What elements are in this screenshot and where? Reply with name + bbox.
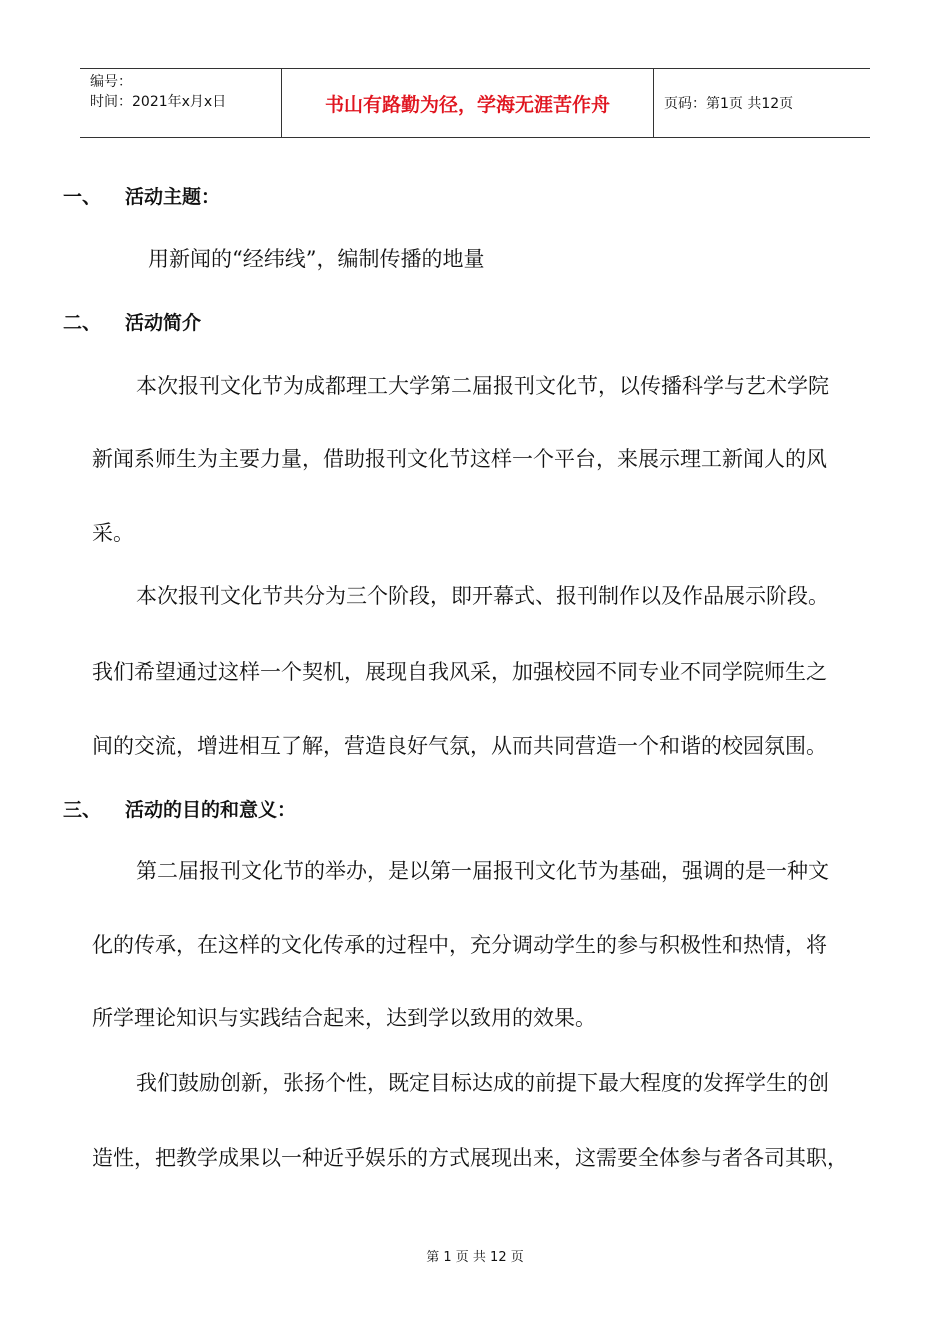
section-title: 活动简介 bbox=[125, 312, 202, 334]
section-title: 活动主题： bbox=[125, 186, 221, 208]
paragraph-line: 所学理论知识与实践结合起来，达到学以致用的效果。 bbox=[92, 1006, 596, 1030]
page-info-text: 页码：第1页 共12页 bbox=[664, 96, 794, 112]
header-motto bbox=[282, 69, 654, 137]
paragraph-line: 造性，把教学成果以一种近乎娱乐的方式展现出来，这需要全体参与者各司其职， bbox=[92, 1146, 848, 1170]
document-header bbox=[80, 68, 870, 138]
section-title: 活动的目的和意义： bbox=[125, 799, 297, 821]
paragraph-line: 第二届报刊文化节的举办，是以第一届报刊文化节为基础，强调的是一种文 bbox=[136, 859, 829, 883]
header-meta bbox=[80, 69, 282, 137]
paragraph-line: 新闻系师生为主要力量，借助报刊文化节这样一个平台，来展示理工新闻人的风 bbox=[92, 447, 827, 471]
section-number: 二、 bbox=[63, 312, 102, 334]
page-footer: 第 1 页 共 12 页 bbox=[426, 1250, 524, 1265]
section-number: 一、 bbox=[63, 186, 102, 208]
header-page-info bbox=[654, 69, 870, 137]
section-heading-2 bbox=[63, 308, 201, 335]
paragraph-line: 本次报刊文化节共分为三个阶段，即开幕式、报刊制作以及作品展示阶段。 bbox=[136, 584, 829, 608]
paragraph-line: 我们希望通过这样一个契机，展现自我风采，加强校园不同专业不同学院师生之 bbox=[92, 660, 827, 684]
paragraph-line: 化的传承，在这样的文化传承的过程中，充分调动学生的参与积极性和热情，将 bbox=[92, 933, 827, 957]
number-label: 编号： bbox=[90, 74, 132, 90]
motto-text: 书山有路勤为径，学海无涯苦作舟 bbox=[324, 93, 610, 116]
paragraph-line: 本次报刊文化节为成都理工大学第二届报刊文化节，以传播科学与艺术学院 bbox=[136, 374, 829, 398]
paragraph-line: 间的交流，增进相互了解，营造良好气氛，从而共同营造一个和谐的校园氛围。 bbox=[92, 734, 827, 758]
section-heading-1 bbox=[63, 182, 220, 209]
section-number: 三、 bbox=[63, 799, 102, 821]
paragraph-line: 采。 bbox=[92, 521, 134, 545]
theme-text: 用新闻的“经纬线”，编制传播的地量 bbox=[148, 247, 485, 271]
date-label: 时间：2021年x月x日 bbox=[90, 94, 227, 110]
paragraph-line: 我们鼓励创新，张扬个性，既定目标达成的前提下最大程度的发挥学生的创 bbox=[136, 1071, 829, 1095]
section-heading-3 bbox=[63, 795, 296, 822]
